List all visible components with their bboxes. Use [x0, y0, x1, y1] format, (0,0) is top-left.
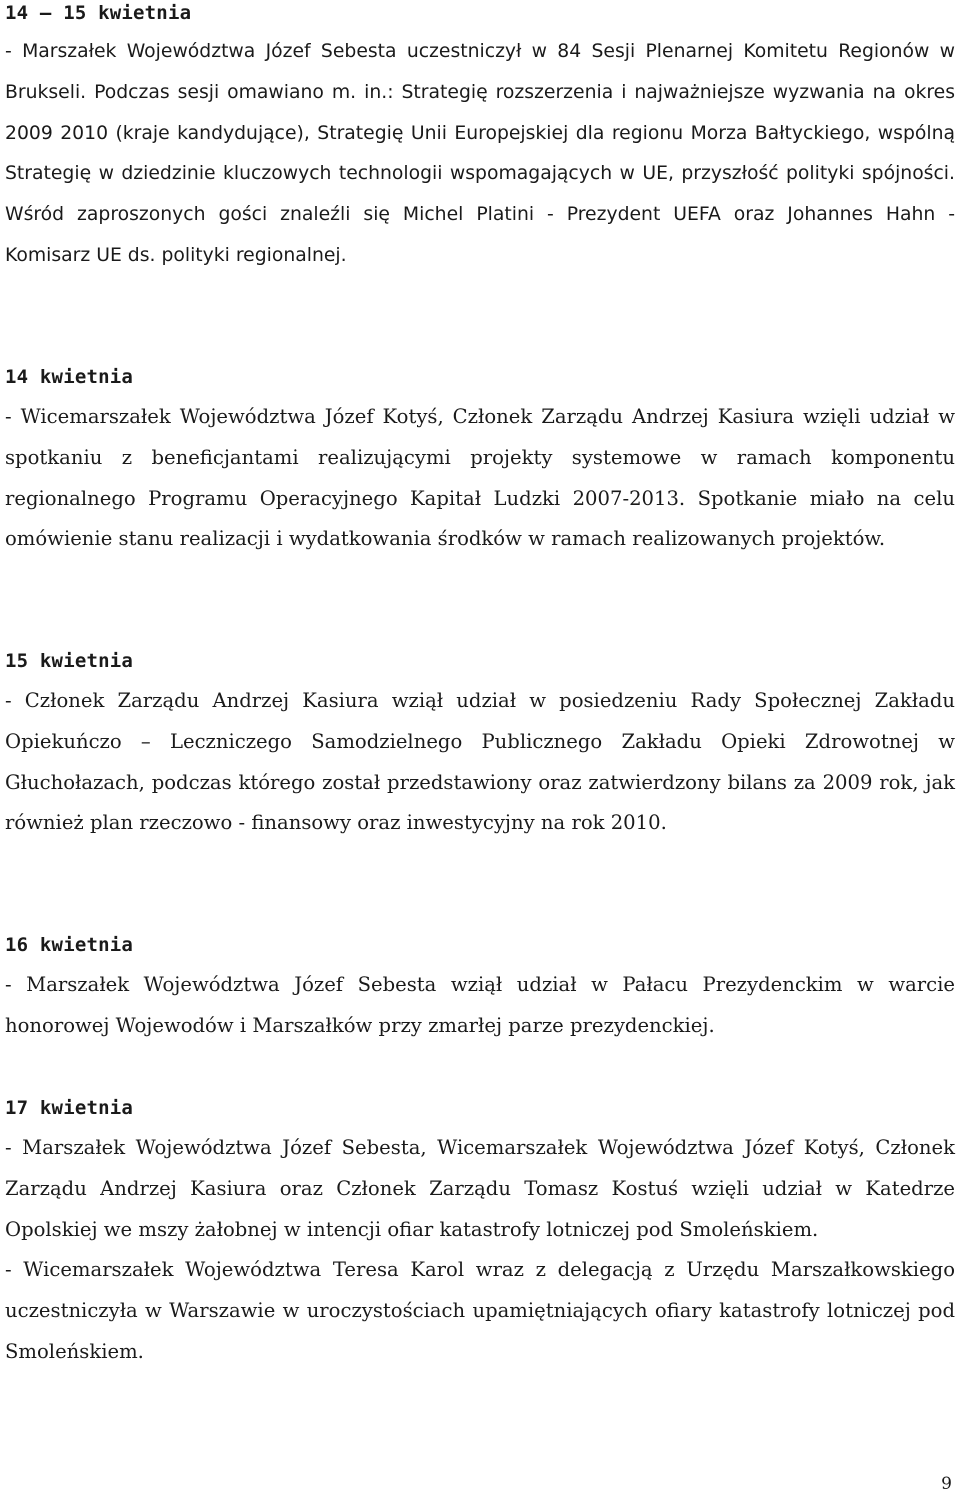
entry-paragraph: - Wicemarszałek Województwa Teresa Karol wraz z delegacją z Urzędu Marszałkowskiego uczestniczyła w Warszawie w uroczystościach upamiętniających ofiary katastrofy lotniczej pod Smoleńskiem.	[5, 1258, 955, 1363]
entry-14-april	[5, 364, 955, 560]
entry-15-april	[5, 648, 955, 844]
entry-date-heading: 14 kwietnia	[5, 366, 134, 388]
entry-17-april	[5, 1095, 955, 1373]
entry-date-heading: 15 kwietnia	[5, 650, 134, 672]
entry-paragraph: - Członek Zarządu Andrzej Kasiura wziął udział w posiedzeniu Rady Społecznej Zakładu Opiekuńczo – Leczniczego Samodzielnego Publicznego Zakładu Opieki Zdrowotnej w Głuchołazach, podczas którego został przedstawiony oraz zatwierdzony bilans za 2009 rok, jak również plan rzeczowo - finansowy oraz inwestycyjny na rok 2010.	[5, 689, 955, 835]
entry-paragraph: - Wicemarszałek Województwa Józef Kotyś, Członek Zarządu Andrzej Kasiura wzięli udział w spotkaniu z beneficjantami realizującymi projekty systemowe w ramach komponentu regionalnego Programu Operacyjnego Kapitał Ludzki 2007-2013. Spotkanie miało na celu omówienie stanu realizacji i wydatkowania środków w ramach realizowanych projektów.	[5, 405, 955, 551]
entry-date-heading: 14 – 15 kwietnia	[5, 2, 192, 24]
entry-date-heading: 16 kwietnia	[5, 934, 134, 956]
page-number: 9	[941, 1474, 952, 1494]
entry-date-heading: 17 kwietnia	[5, 1097, 134, 1119]
entry-14-15-april	[5, 0, 955, 277]
entry-16-april	[5, 932, 955, 1047]
entry-paragraph: - Marszałek Województwa Józef Sebesta wziął udział w Pałacu Prezydenckim w warcie honorowej Wojewodów i Marszałków przy zmarłej parze prezydenckiej.	[5, 973, 955, 1037]
entry-paragraph: - Marszałek Województwa Józef Sebesta, Wicemarszałek Województwa Józef Kotyś, Członek Zarządu Andrzej Kasiura oraz Członek Zarządu Tomasz Kostuś wzięli udział w Katedrze Opolskiej we mszy żałobnej w intencji ofiar katastrofy lotniczej pod Smoleńskiem.	[5, 1136, 955, 1241]
entry-paragraph: - Marszałek Województwa Józef Sebesta uczestniczył w 84 Sesji Plenarnej Komitetu Regionów w Brukseli. Podczas sesji omawiano m. in.: Strategię rozszerzenia i najważniejsze wyzwania na okres 2009 2010 (kraje kandydujące), Strategię Unii Europejskiej dla regionu Morza Bałtyckiego, wspólną Strategię w dziedzinie kluczowych technologii wspomagających w UE, przyszłość polityki spójności. Wśród zaproszonych gości znaleźli się Michel Platini - Prezydent UEFA oraz Johannes Hahn - Komisarz UE ds. polityki regionalnej.	[5, 41, 955, 266]
